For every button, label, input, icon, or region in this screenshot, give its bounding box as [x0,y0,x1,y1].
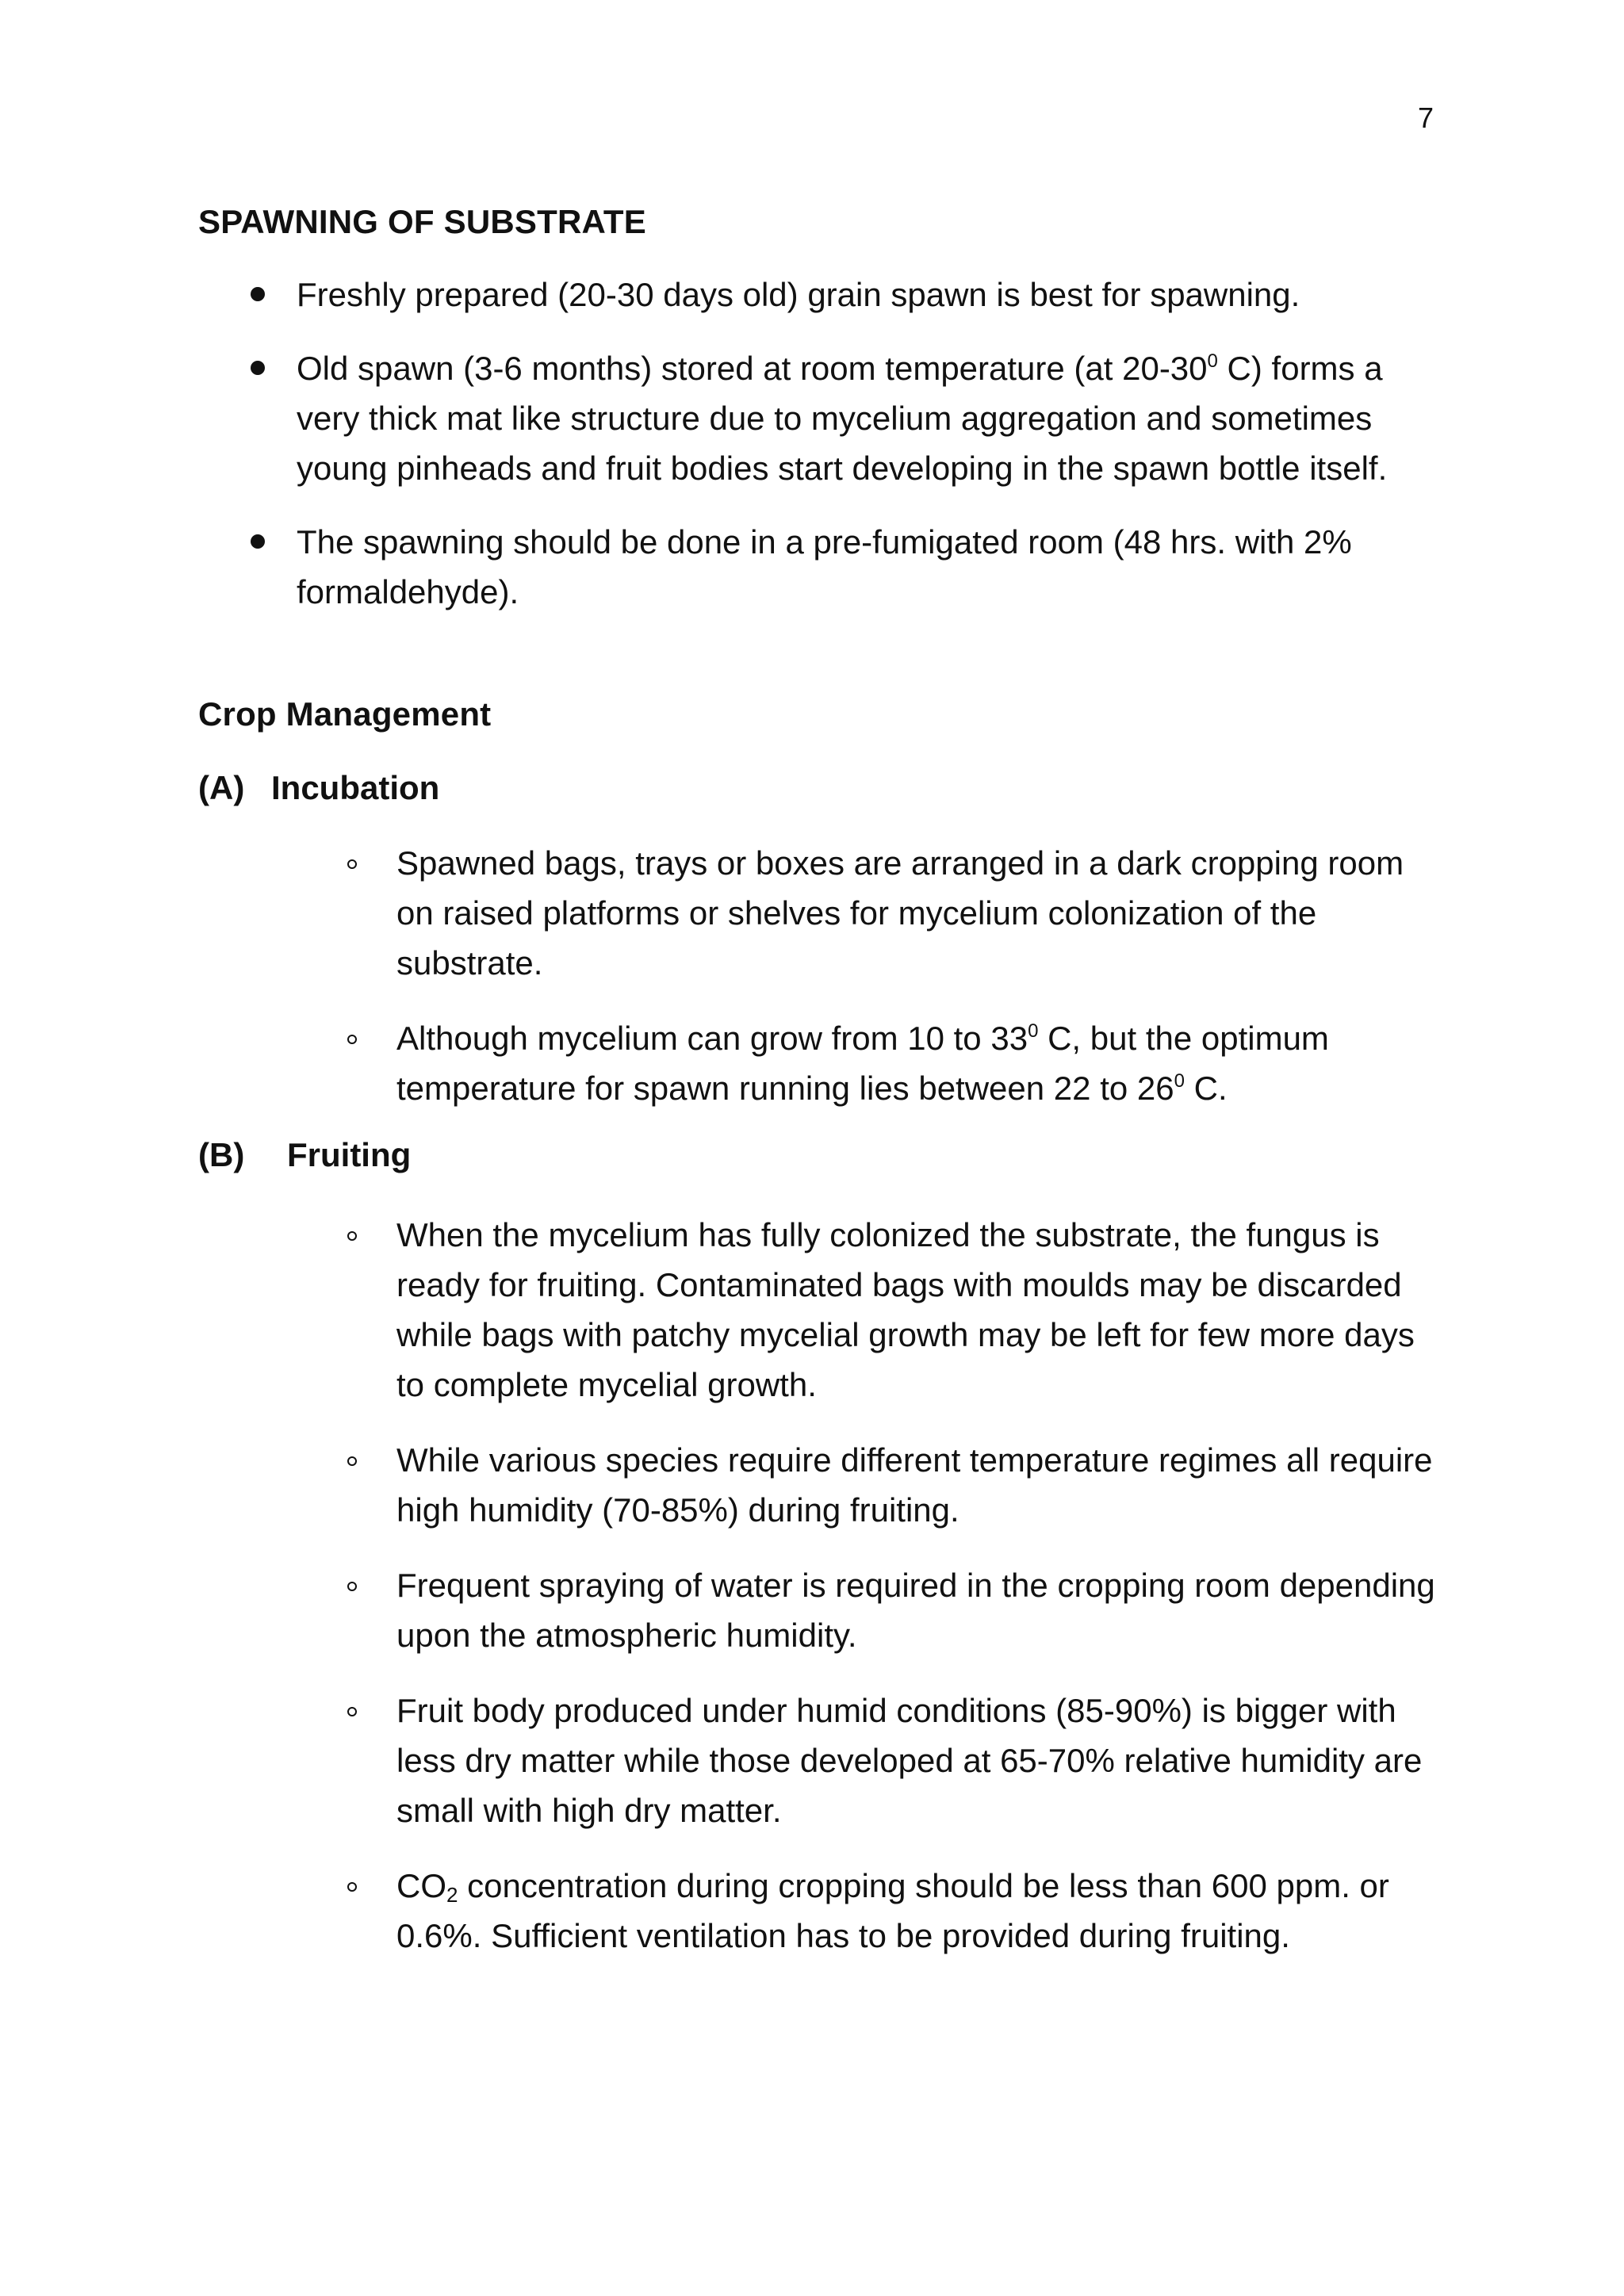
bullet-text: The spawning should be done in a pre-fumigated room (48 hrs. with 2% formaldehyde). [297,523,1352,610]
list-item [198,1435,1435,1535]
bullet-text: Freshly prepared (20-30 days old) grain spawn is best for spawning. [297,276,1300,313]
page-number: 7 [1418,101,1434,134]
bullet-icon [251,361,265,375]
bullet-text: Old spawn (3-6 months) stored at room temperature (at $20-30^0$ C) forms a very thick mat like structure due to mycelium aggregation and sometimes young pinheads and fruit bodies start developing in the spawn bottle itself. [297,350,1388,487]
list-item [198,270,1435,320]
item-text: When the mycelium has fully colonized the substrate, the fungus is ready for fruiting. Contaminated bags with moulds may be discarded while bags with patchy mycelial growth may be left for few more days to complete mycelial growth. [396,1216,1415,1403]
circle-bullet-icon [347,1231,357,1241]
item-text: Frequent spraying of water is required in the cropping room depending upon the atmospheric humidity. [396,1567,1435,1654]
item-text: Spawned bags, trays or boxes are arranged in a dark cropping room on raised platforms or shelves for mycelium colonization of the substrate. [396,844,1404,982]
list-item [198,517,1435,617]
subheading-incubation [198,769,439,807]
incubation-list [198,838,1435,1138]
subheading-title: Incubation [271,769,440,806]
fruiting-list [198,1210,1435,1986]
list-item [198,1560,1435,1660]
circle-bullet-icon [347,859,357,869]
list-item [198,1210,1435,1410]
circle-bullet-icon [347,1582,357,1591]
section-heading-spawning: SPAWNING OF SUBSTRATE [198,203,646,240]
subheading-marker: (A) [198,769,245,806]
list-item [198,838,1435,988]
list-item [198,1686,1435,1835]
subheading-marker: (B) [198,1136,245,1173]
circle-bullet-icon [347,1456,357,1466]
circle-bullet-icon [347,1882,357,1892]
bullet-icon [251,287,265,301]
item-text: Although mycelium can grow from 10 to $33^0$ C, but the optimum temperature for spawn running lies between 22 to $26^0$ C. [396,1020,1329,1107]
item-text: Fruit body produced under humid conditions (85-90%) is bigger with less dry matter while those developed at 65-70% relative humidity are small with high dry matter. [396,1692,1423,1829]
list-item [198,1861,1435,1961]
list-item [198,343,1435,493]
subheading-fruiting [198,1136,411,1174]
bullet-icon [251,534,265,549]
spawning-bullet-list [198,270,1435,641]
item-text: While various species require different temperature regimes all require high humidity (70-85%) during fruiting. [396,1441,1433,1529]
circle-bullet-icon [347,1707,357,1716]
circle-bullet-icon [347,1035,357,1044]
section-heading-crop-management: Crop Management [198,695,492,733]
subheading-title: Fruiting [287,1136,412,1173]
item-text: $CO_2$ concentration during cropping should be less than 600 ppm. or 0.6%. Sufficient ventilation has to be provided during fruiting. [396,1867,1389,1954]
list-item [198,1013,1435,1113]
